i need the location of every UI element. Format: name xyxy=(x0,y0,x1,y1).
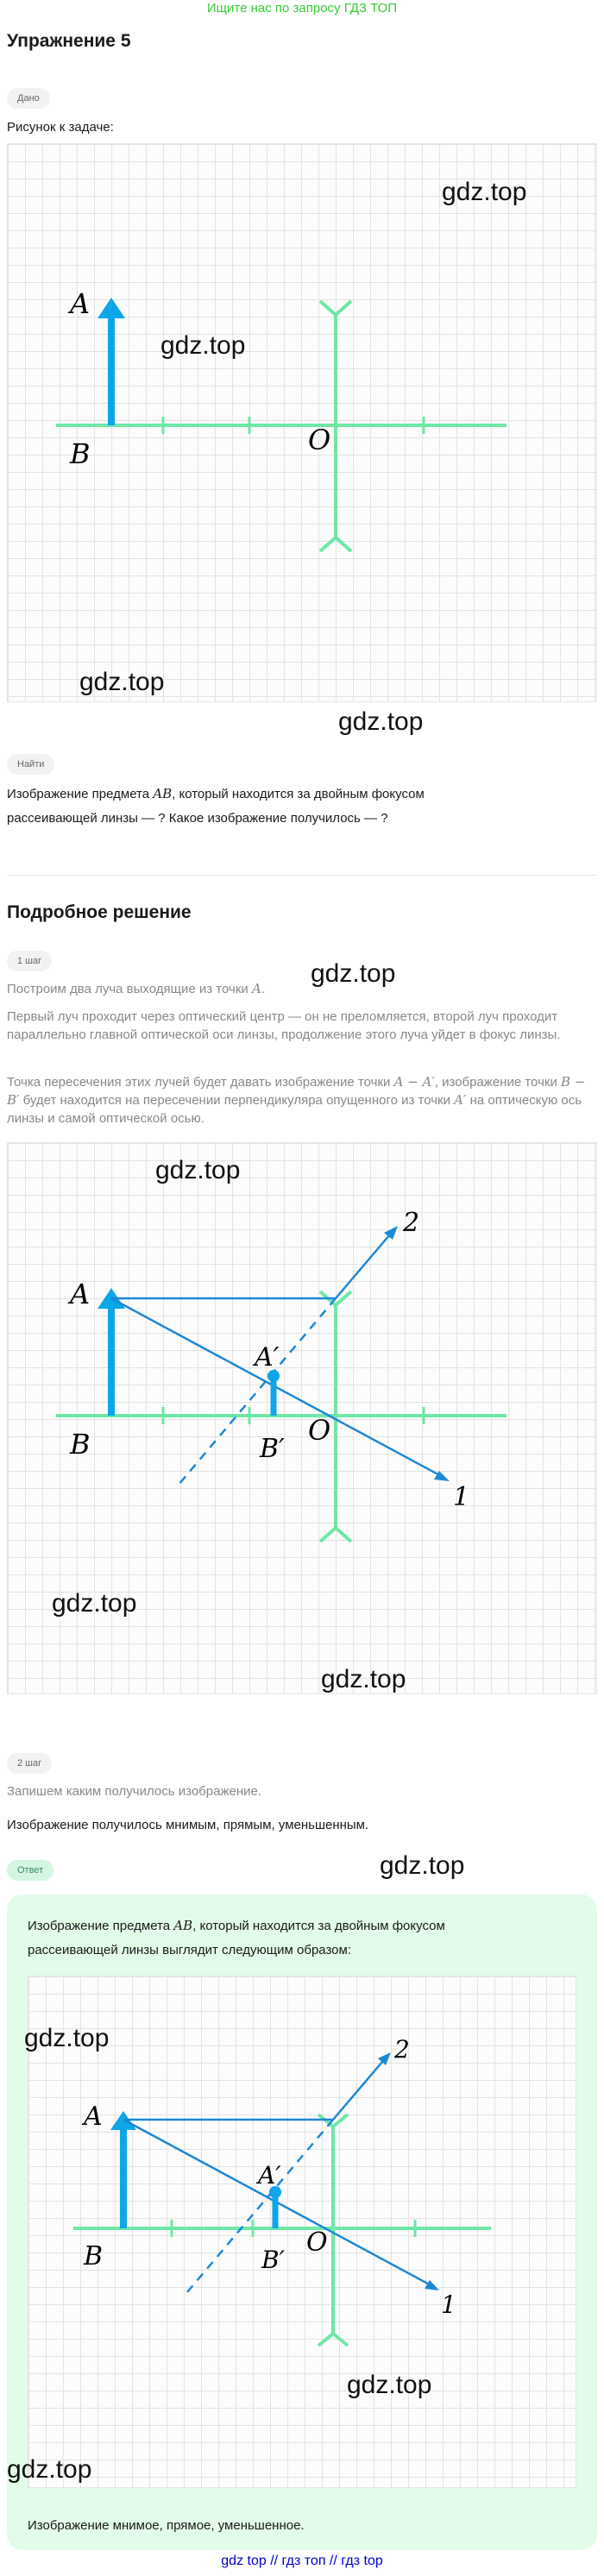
step1-text: на оптическую ось линзы и самой оптической осью. xyxy=(7,1093,582,1126)
watermark: gdz.top xyxy=(347,2371,432,2399)
watermark: gdz.top xyxy=(442,178,527,206)
label-ray1: 1 xyxy=(441,2290,456,2319)
label-a: A xyxy=(84,2102,103,2132)
answer-figure-svg xyxy=(28,1976,577,2489)
label-a: A xyxy=(70,1278,91,1310)
label-ray2: 2 xyxy=(403,1208,420,1238)
label-b1: B′ xyxy=(261,2246,285,2274)
ray-1-arrowhead xyxy=(425,2280,439,2290)
math-ab: AB xyxy=(173,1918,193,1933)
math-a-a1: A − A′ xyxy=(393,1074,435,1090)
step1-text: Точка пересечения этих лучей будет давать изображение точки xyxy=(7,1075,394,1090)
object-arrowhead xyxy=(98,298,125,318)
math-b-b1: B − B′ xyxy=(7,1074,586,1108)
watermark: gdz.top xyxy=(321,1665,406,1693)
step1-paragraph2: Первый луч проходит через оптический центр — он не преломляется, второй луч проходит параллельно главной оптической оси линзы, продолжение этого луча уйдет в фокус линзы. xyxy=(7,1009,561,1042)
lens-bottom-arrow xyxy=(318,2334,348,2346)
step2-chip: 2 шаг xyxy=(7,1753,52,1774)
label-o: O xyxy=(308,1414,331,1447)
find-text-part: Изображение предмета xyxy=(7,787,154,801)
label-b1: B′ xyxy=(260,1434,285,1464)
label-b: B xyxy=(70,437,91,470)
find-text xyxy=(7,782,597,831)
watermark: gdz.top xyxy=(311,959,396,988)
step1-paragraph3 xyxy=(7,1073,597,1128)
watermark: gdz.top xyxy=(24,2024,110,2052)
label-o: O xyxy=(306,2227,328,2258)
problem-figure xyxy=(7,143,597,702)
lens-bottom-arrow xyxy=(320,537,351,551)
find-chip: Найти xyxy=(7,754,54,775)
answer-text xyxy=(28,1913,580,1963)
given-text: Рисунок к задаче: xyxy=(7,120,114,135)
answer-text-part: рассеивающей линзы выглядит следующим образом: xyxy=(28,1943,351,1957)
step1-chip: 1 шаг xyxy=(7,951,52,971)
problem-figure-svg xyxy=(8,144,598,703)
step2-line2: Изображение получилось мнимым, прямым, уменьшенным. xyxy=(7,1818,369,1832)
answer-final: Изображение мнимое, прямое, уменьшенное. xyxy=(28,2518,305,2533)
top-banner[interactable]: Ищите нас по запросу ГДЗ ТОП xyxy=(206,1,398,16)
label-a: A xyxy=(70,287,91,320)
answer-text-part: Изображение предмета xyxy=(28,1919,174,1933)
footer-links[interactable]: gdz top // гдз топ // гдз top xyxy=(221,2554,383,2568)
answer-figure xyxy=(28,1976,576,2488)
label-o: O xyxy=(308,424,331,456)
ray-2-refracted xyxy=(336,1229,394,1298)
watermark: gdz.top xyxy=(160,331,246,360)
label-ray1: 1 xyxy=(453,1482,470,1512)
math-a: A xyxy=(251,981,261,996)
divider xyxy=(7,875,597,876)
step1-text: , изображение точки xyxy=(434,1075,561,1090)
step1-text: будет находится на пересечении перпендикуляра опущенного из точки xyxy=(19,1093,455,1108)
lens-bottom-arrow xyxy=(320,1528,351,1542)
answer-chip: Ответ xyxy=(7,1860,53,1881)
watermark: gdz.top xyxy=(52,1589,137,1618)
lens-top-arrow xyxy=(320,301,351,315)
step1-line1 xyxy=(7,980,597,998)
solution-title: Подробное решение xyxy=(7,902,192,922)
label-a1: A′ xyxy=(258,2161,281,2190)
step1-text: Построим два луча выходящие из точки xyxy=(7,982,252,996)
step2-line1: Запишем каким получилось изображение. xyxy=(7,1784,261,1799)
ray-2-refracted xyxy=(333,2056,387,2120)
step1-text: . xyxy=(261,982,265,996)
label-b: B xyxy=(84,2241,104,2271)
find-text-part: рассеивающей линзы — ? Какое изображение получилось — ? xyxy=(7,811,388,826)
math-a1: A′ xyxy=(454,1092,467,1108)
label-ray2: 2 xyxy=(394,2035,410,2064)
ray-2-extension xyxy=(179,1298,336,1485)
watermark: gdz.top xyxy=(7,2455,92,2484)
answer-text-part: , который находится за двойным фокусом xyxy=(192,1919,445,1933)
label-b: B xyxy=(70,1428,91,1461)
watermark: gdz.top xyxy=(338,707,424,736)
watermark: gdz.top xyxy=(79,668,165,696)
ray-2-extension xyxy=(187,2120,333,2292)
find-text-part: , который находится за двойным фокусом xyxy=(172,787,425,801)
watermark: gdz.top xyxy=(155,1156,241,1184)
math-ab: AB xyxy=(153,786,173,801)
given-chip: Дано xyxy=(7,88,50,109)
watermark: gdz.top xyxy=(380,1851,465,1880)
label-a1: A′ xyxy=(255,1342,280,1373)
page-title: Упражнение 5 xyxy=(7,31,131,51)
